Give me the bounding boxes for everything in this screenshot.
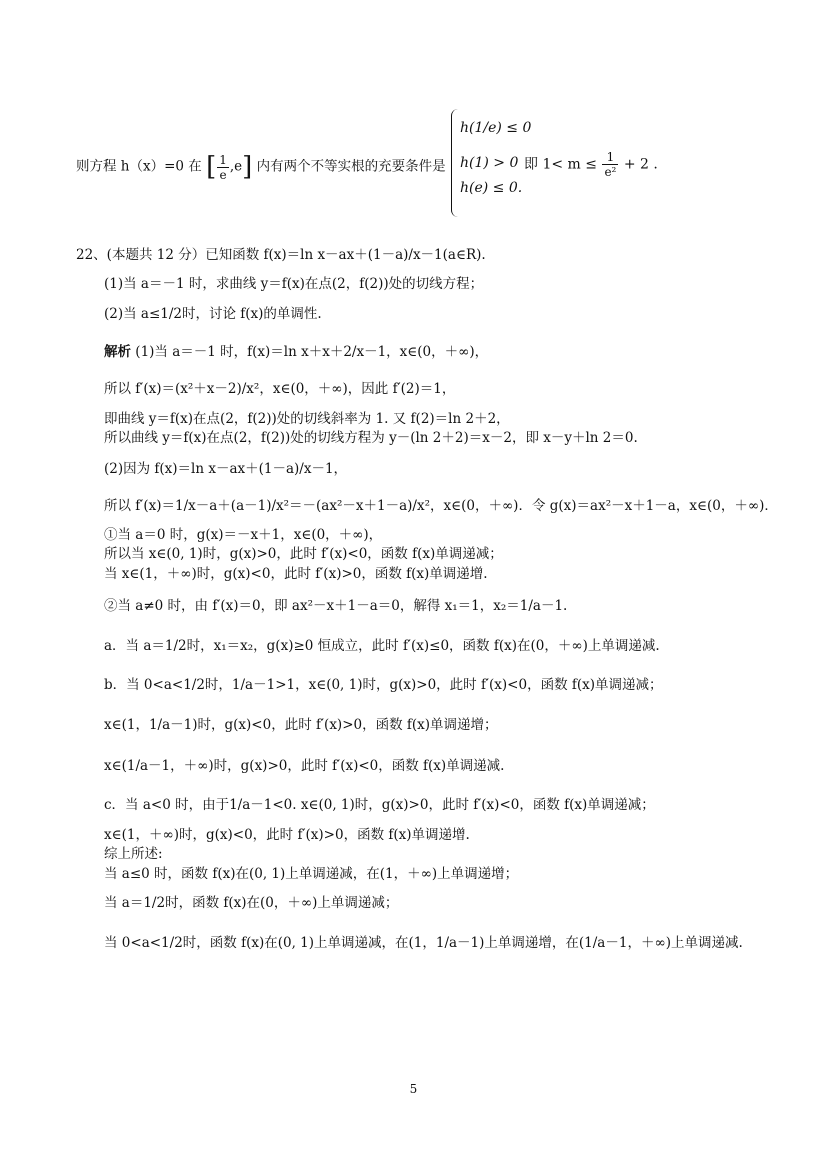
condition-sentence: 则方程 h（x）=0 在 [ $\frac{1}{e}$ ,e] 内有两个不等实根的充要条件是 (76, 152, 446, 182)
condition-2: h(1) > 0 (460, 155, 519, 171)
solution-line-14: x∈(1/a－1，＋∞)时，g(x)>0，此时 f′(x)<0，函数 f(x)单调递减. (104, 758, 505, 774)
system-brace (451, 109, 458, 217)
solution-label: 解析 (104, 344, 131, 360)
question-1: (1)当 a＝－1 时，求曲线 y＝f(x)在点(2，f(2))处的切线方程； (104, 276, 484, 292)
solution-line-16: x∈(1，＋∞)时，g(x)<0，此时 f′(x)>0，函数 f(x)单调递增. (104, 827, 470, 843)
solution-line-3: 即曲线 y＝f(x)在点(2，f(2))处的切线斜率为 1. 又 f(2)＝ln 2＋2， (104, 411, 510, 427)
page-number: 5 (409, 1082, 418, 1096)
result-suffix: + 2 . (623, 156, 658, 173)
solution-line-7: ①当 a＝0 时，g(x)＝－x＋1，x∈(0，＋∞)， (104, 527, 383, 543)
problem-header: 22、(本题共 12 分）已知函数 f(x)＝ln x－ax＋(1－a)/x－1(a∈R). (76, 247, 486, 263)
condition-3: h(e) ≤ 0. (460, 180, 523, 196)
solution-line-15: c．当 a<0 时，由于1/a－1<0. x∈(0, 1)时，g(x)>0，此时 f′(x)<0，函数 f(x)单调递减； (104, 797, 655, 813)
condition-prefix: 则方程 h（x）=0 在 (76, 158, 202, 175)
solution-line-5: (2)因为 f(x)＝ln x－ax＋(1－a)/x－1， (104, 461, 348, 477)
solution-line-8: 所以当 x∈(0, 1)时，g(x)>0，此时 f′(x)<0，函数 f(x)单调递减； (104, 546, 503, 562)
solution-line-4: 所以曲线 y＝f(x)在点(2，f(2))处的切线方程为 y－(ln 2＋2)＝x－2，即 x－y＋ln 2＝0. (104, 430, 638, 446)
solution-line-1: 解析 (1)当 a＝－1 时，f(x)＝ln x＋x＋2/x－1，x∈(0，＋∞)， (104, 344, 489, 360)
solution-line-6: 所以 f′(x)＝1/x－a＋(a－1)/x²＝－(ax²－x＋1－a)/x²，x∈(0，＋∞)．令 g(x)＝ax²－x＋1－a，x∈(0，＋∞)． (104, 498, 778, 514)
solution-line-17: 综上所述: (104, 846, 163, 862)
condition-1: h(1/e) ≤ 0 (460, 120, 532, 136)
result-fraction: $\frac{1}{\text{e²}}$ (604, 150, 617, 179)
solution-line-2: 所以 f′(x)＝(x²＋x－2)/x²，x∈(0，＋∞)，因此 f′(2)＝1， (104, 381, 456, 397)
condition-result (524, 150, 658, 179)
solution-line-9: 当 x∈(1，＋∞)时，g(x)<0，此时 f′(x)>0，函数 f(x)单调递增. (104, 566, 488, 582)
condition-middle: 内有两个不等实根的充要条件是 (256, 158, 446, 175)
question-2: (2)当 a≤1/2时，讨论 f(x)的单调性. (104, 306, 322, 322)
solution-line-12: b．当 0<a<1/2时，1/a－1>1，x∈(0, 1)时，g(x)>0，此时 f′(x)<0，函数 f(x)单调递减； (104, 677, 663, 693)
result-prefix: 即 1< m ≤ (524, 156, 597, 173)
solution-line-13: x∈(1，1/a－1)时，g(x)<0，此时 f′(x)>0，函数 f(x)单调递增； (104, 717, 498, 733)
solution-line-10: ②当 a≠0 时，由 f′(x)＝0，即 ax²－x＋1－a＝0，解得 x₁＝1，x₂＝1/a－1. (104, 598, 568, 614)
solution-line-19: 当 a＝1/2时，函数 f(x)在(0，＋∞)上单调递减； (104, 895, 399, 911)
interval-lower-fraction: $\frac{1}{e}$ (219, 152, 227, 182)
interval-upper: ,e (229, 158, 243, 175)
solution-line-11: a．当 a＝1/2时，x₁＝x₂，g(x)≥0 恒成立，此时 f′(x)≤0，函数 f(x)在(0，＋∞)上单调递减. (104, 638, 660, 654)
solution-line-20: 当 0<a<1/2时，函数 f(x)在(0, 1)上单调递减，在(1，1/a－1)上单调递增，在(1/a－1，＋∞)上单调递减. (104, 935, 743, 951)
solution-line-18: 当 a≤0 时，函数 f(x)在(0, 1)上单调递减，在(1，＋∞)上单调递增； (104, 866, 519, 882)
